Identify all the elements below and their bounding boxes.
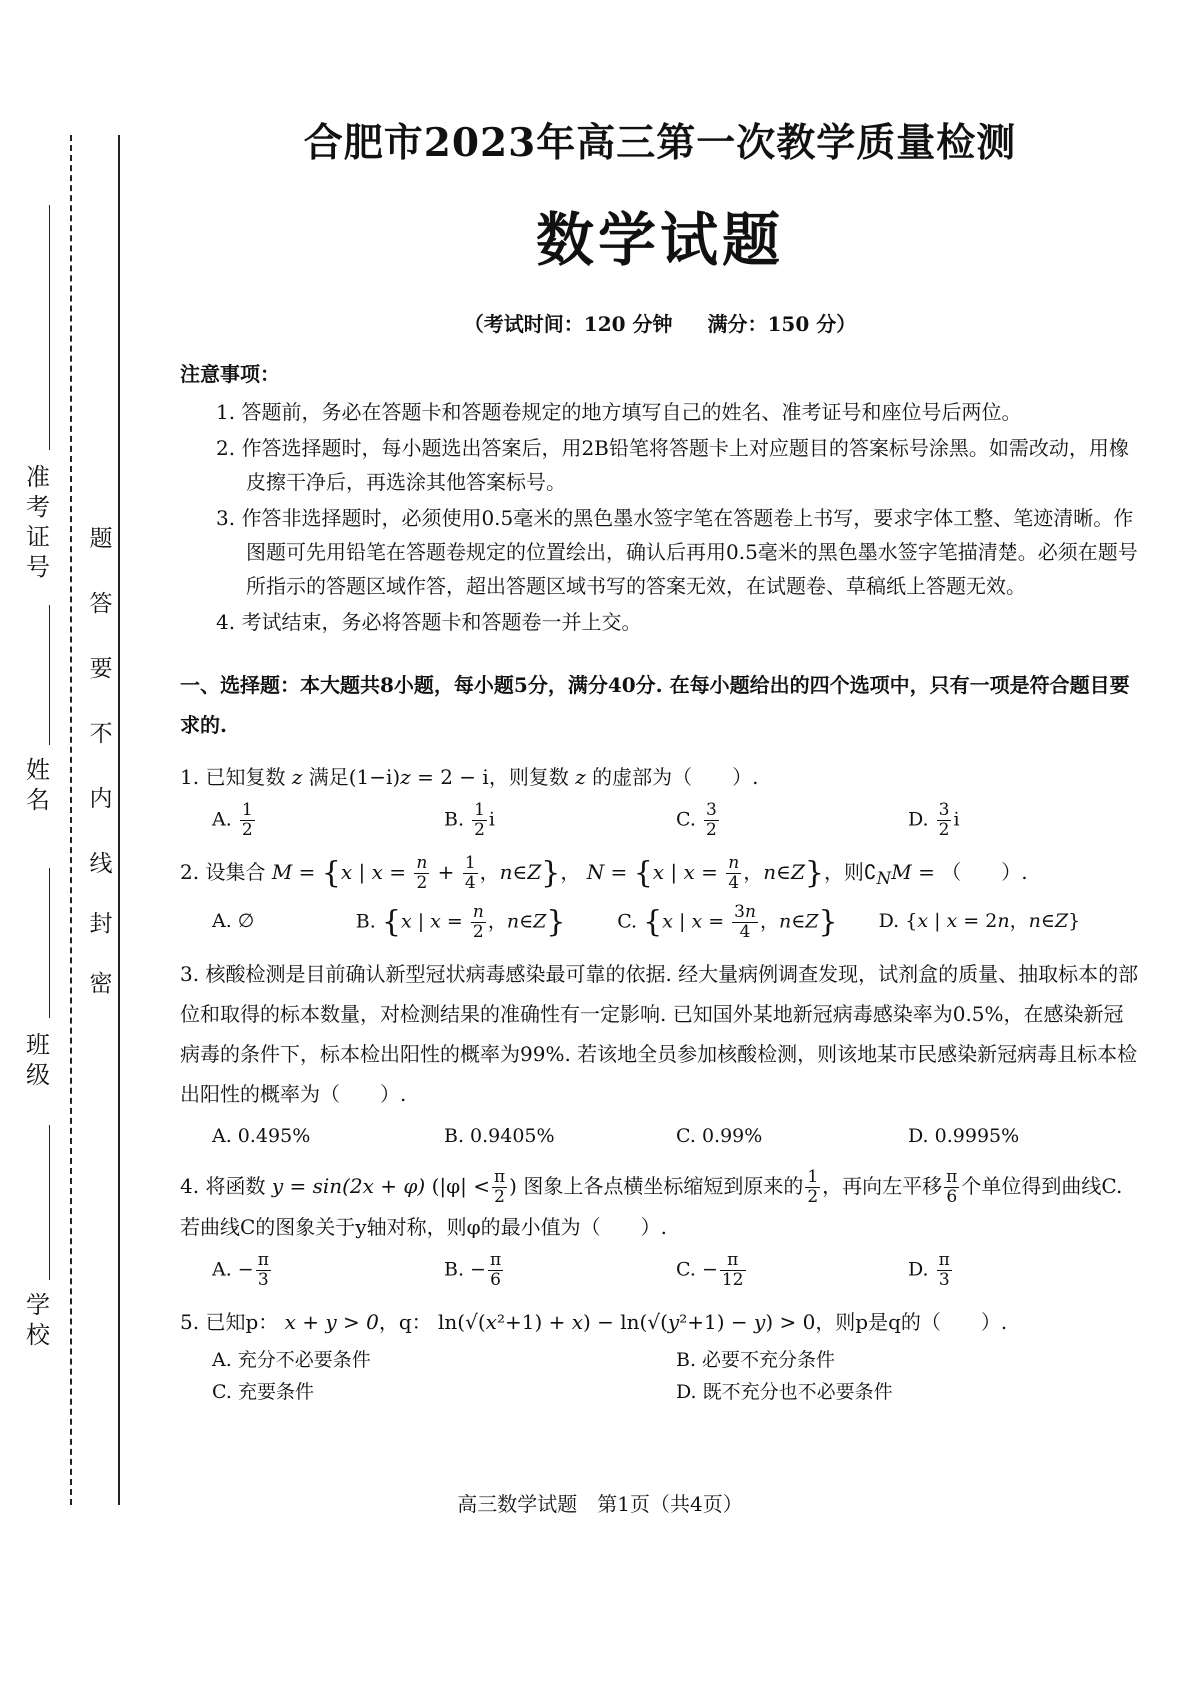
option-d[interactable]: D. {x | x = 2n，n∈Z} <box>878 910 1081 932</box>
exam-subtitle: 数学试题 <box>535 206 784 274</box>
dashed-seal-line <box>70 135 72 1505</box>
option-c[interactable]: C. $\frac{3}{2}$ <box>676 800 717 840</box>
notice-item: 1. 答题前，务必在答题卡和答题卷规定的地方填写自己的姓名、准考证号和座位号后两位。 <box>216 400 1022 424</box>
name-field[interactable] <box>49 605 50 745</box>
option-b[interactable]: B. − $\frac{\pi}{6}$ <box>444 1250 502 1290</box>
seal-char: 不 <box>89 721 113 747</box>
option-a[interactable]: A. 充分不必要条件 <box>212 1349 371 1371</box>
option-d[interactable]: D. $\frac{3}{2}$ i <box>908 800 960 840</box>
solid-margin-line <box>118 135 120 1505</box>
page-footer: 高三数学试题 第1页（共4页） <box>457 1492 743 1516</box>
option-d[interactable]: D. 既不充分也不必要条件 <box>676 1381 893 1403</box>
question-5-options <box>180 1344 1140 1408</box>
question-2-options <box>180 903 1140 942</box>
question-1: 1. 已知复数 z 满足(1−i)z = 2 − i，则复数 z 的虚部为（ ）. <box>180 765 759 789</box>
question-2: 2. 设集合 M = {x | x = $\frac{n}{2}$ + $\frac{1}{4}$ ，n∈Z}， N = {x | x = $\frac{n}{4}$ ，n∈Z}，则$∁_NM$ = （ ）. <box>180 853 1028 893</box>
class-label: 班级 <box>26 1031 50 1089</box>
option-a[interactable]: A. $\frac{1}{2}$ <box>212 800 253 840</box>
question-3: 3. 核酸检测是目前确认新型冠状病毒感染最可靠的依据. 经大量病例调查发现，试剂盒的质量、抽取标本的部位和取得的标本数量，对检测结果的准确性有一定影响. 已知国外某地新冠病毒感染率为0.5%，在感染新冠病毒的条件下，标本检出阳性的概率为99%. 若该地全员参加核酸检测，则该地某市民感染新冠病毒且标本检出阳性的概率为（ ）. <box>180 962 1139 1106</box>
option-a[interactable]: A. 0.495% <box>212 1125 311 1147</box>
option-a[interactable]: A. − $\frac{\pi}{3}$ <box>212 1250 269 1290</box>
option-c[interactable]: C. {x | x = $\frac{3n}{4}$ ，n∈Z} <box>617 902 838 942</box>
exam-content <box>180 115 1140 1408</box>
full-score: 满分：150 分） <box>707 312 857 336</box>
seal-char: 封 <box>89 911 113 937</box>
school-field[interactable] <box>49 1125 50 1280</box>
seal-char: 要 <box>89 656 113 682</box>
question-3-options <box>180 1118 1140 1154</box>
option-b[interactable]: B. 0.9405% <box>444 1125 555 1147</box>
option-d[interactable]: D. 0.9995% <box>908 1125 1020 1147</box>
option-b[interactable]: B. {x | x = $\frac{n}{2}$ ，n∈Z} <box>355 902 566 942</box>
option-c[interactable]: C. 0.99% <box>676 1125 763 1147</box>
notice-item: 4. 考试结束，务必将答题卡和答题卷一并上交。 <box>216 610 642 634</box>
notice-item: 3. 作答非选择题时，必须使用0.5毫米的黑色墨水签字笔在答题卷上书写，要求字体工整、笔迹清晰。作图题可先用铅笔在答题卷规定的位置绘出，确认后再用0.5毫米的黑色墨水签字笔描清楚。必须在题号所指示的答题区域作答，超出答题区域书写的答案无效，在试题卷、草稿纸上答题无效。 <box>216 506 1138 598</box>
seal-char: 线 <box>89 851 113 877</box>
exam-info <box>180 309 1140 339</box>
option-b[interactable]: B. 必要不充分条件 <box>676 1349 836 1371</box>
name-label: 姓名 <box>26 756 50 814</box>
seal-char: 密 <box>89 971 113 997</box>
option-a[interactable]: A. ∅ <box>212 910 255 932</box>
option-c[interactable]: C. 充要条件 <box>212 1381 314 1403</box>
question-4-options <box>180 1251 1140 1290</box>
seal-char: 题 <box>89 526 113 552</box>
section-heading: 一、选择题：本大题共8小题，每小题5分，满分40分. 在每小题给出的四个选项中，只有一项是符合题目要求的. <box>180 673 1130 737</box>
class-field[interactable] <box>49 868 50 1018</box>
notice-list <box>180 395 1140 639</box>
binding-margin <box>0 0 130 1699</box>
question-5: 5. 已知p： x + y > 0，q： ln(√(x²+1) + x) − ln(√(y²+1) − y) > 0，则p是q的（ ）. <box>180 1310 1008 1334</box>
seal-char: 内 <box>89 786 113 812</box>
question-1-options <box>180 801 1140 840</box>
admission-number-field[interactable] <box>49 205 50 450</box>
exam-title: 合肥市2023年高三第一次教学质量检测 <box>303 120 1017 166</box>
admission-number-label: 准考证号 <box>26 463 50 581</box>
option-c[interactable]: C. − $\frac{\pi}{12}$ <box>676 1250 744 1290</box>
school-label: 学校 <box>26 1291 50 1349</box>
seal-char: 答 <box>89 591 113 617</box>
option-d[interactable]: D. $\frac{\pi}{3}$ <box>908 1250 950 1290</box>
notice-item: 2. 作答选择题时，每小题选出答案后，用2B铅笔将答题卡上对应题目的答案标号涂黑。如需改动，用橡皮擦干净后，再选涂其他答案标号。 <box>216 436 1129 494</box>
exam-time: （考试时间：120 分钟 <box>463 312 673 336</box>
option-b[interactable]: B. $\frac{1}{2}$ i <box>444 800 495 840</box>
question-4: 4. 将函数 y = sin(2x + φ) (|φ| < $\frac{\pi}{2}$ ) 图象上各点横坐标缩短到原来的 $\frac{1}{2}$ ，再向左平移 $\frac{\pi}{6}$ 个单位得到曲线C. 若曲线C的图象关于y轴对称，则φ的最小值为（ ）. <box>180 1167 1123 1239</box>
notice-heading: 注意事项： <box>180 362 280 386</box>
